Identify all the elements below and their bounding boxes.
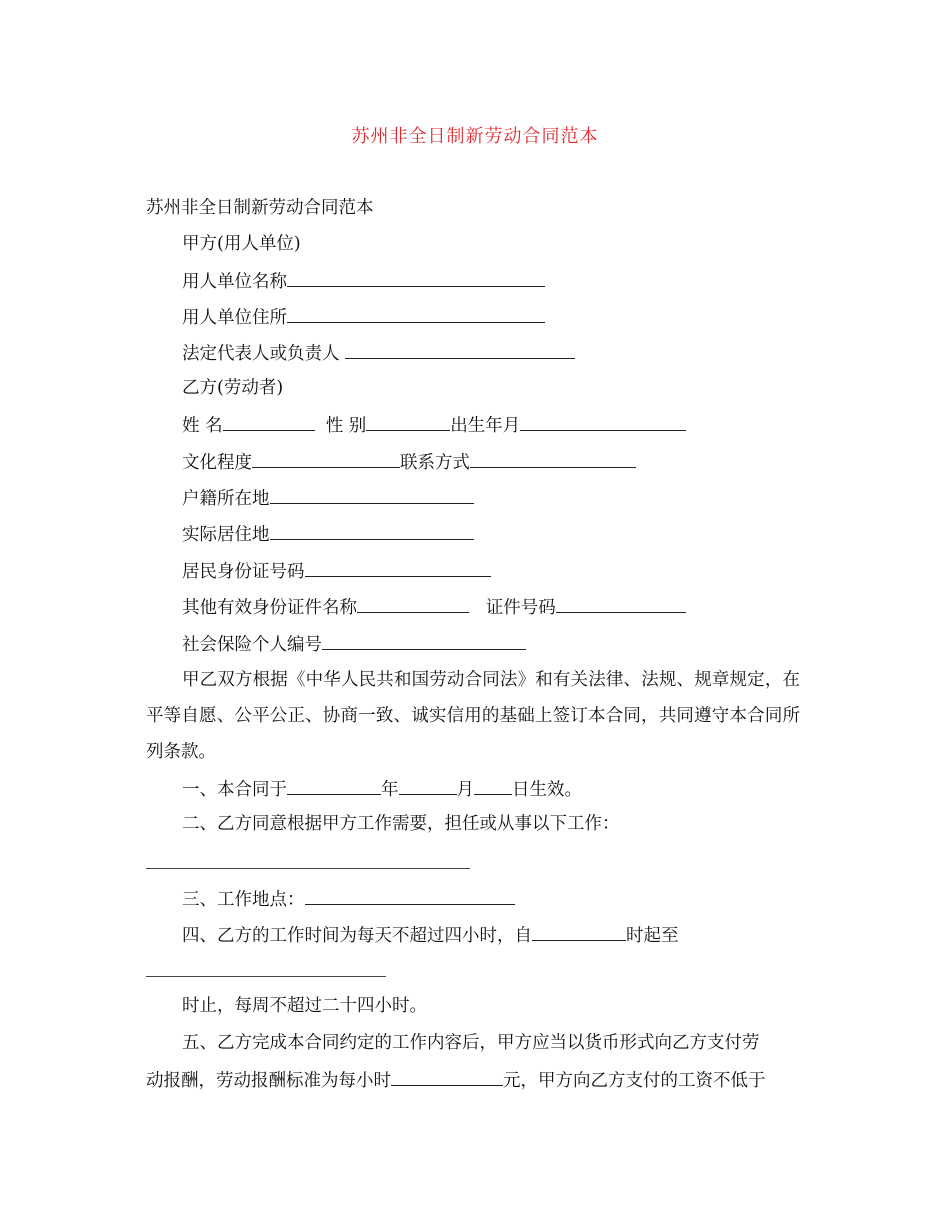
hourly-rate-field[interactable] <box>391 1067 503 1086</box>
job-description-field[interactable] <box>146 868 470 869</box>
other-id-number-label: 证件号码 <box>485 598 556 618</box>
other-id-name-label: 其他有效身份证件名称 <box>182 598 357 618</box>
household-field[interactable] <box>270 485 474 504</box>
legal-rep-row <box>182 340 575 366</box>
residence-row <box>182 521 474 547</box>
clause-4-mid: 时起至 <box>626 926 679 946</box>
name-field[interactable] <box>223 412 315 431</box>
other-id-row <box>182 594 686 620</box>
document-title: 苏州非全日制新劳动合同范本 <box>351 126 599 147</box>
residence-label: 实际居住地 <box>182 525 270 545</box>
personal-info-row <box>182 412 686 438</box>
employer-address-row <box>182 304 545 330</box>
education-row <box>182 449 636 475</box>
preamble-paragraph: 甲乙双方根据《中华人民共和国劳动合同法》和有关法律、法规、规章规定，在平等自愿、公平公正、协商一致、诚实信用的基础上签订本合同，共同遵守本合同所列条款。 <box>146 670 800 762</box>
employer-address-field[interactable] <box>287 304 545 323</box>
work-location-field[interactable] <box>305 886 515 905</box>
employer-name-field[interactable] <box>287 268 545 287</box>
employer-address-label: 用人单位住所 <box>182 308 287 328</box>
residence-field[interactable] <box>270 521 474 540</box>
social-security-field[interactable] <box>322 631 526 650</box>
clause-4 <box>182 922 679 948</box>
start-hour-field[interactable] <box>532 922 626 941</box>
gender-field[interactable] <box>366 412 450 431</box>
other-id-number-field[interactable] <box>556 594 686 613</box>
clause-1-year: 年 <box>381 780 399 800</box>
id-number-field[interactable] <box>305 558 491 577</box>
party-a-label: 甲方(用人单位) <box>182 234 301 254</box>
employer-name-label: 用人单位名称 <box>182 272 287 292</box>
gender-label: 性 别 <box>325 416 367 436</box>
effective-day-field[interactable] <box>474 776 512 795</box>
clause-3-label: 三、工作地点： <box>182 890 305 910</box>
contract-heading: 苏州非全日制新劳动合同范本 <box>146 198 374 218</box>
social-security-row <box>182 631 526 657</box>
other-id-name-field[interactable] <box>357 594 469 613</box>
clause-4-start: 四、乙方的工作时间为每天不超过四小时，自 <box>182 926 532 946</box>
effective-month-field[interactable] <box>399 776 457 795</box>
legal-rep-label: 法定代表人或负责人 <box>182 344 340 364</box>
clause-1 <box>182 776 582 802</box>
birth-label: 出生年月 <box>450 416 521 436</box>
end-hour-field[interactable] <box>146 976 386 977</box>
clause-5-end: 元，甲方向乙方支付的工资不低于 <box>503 1071 766 1091</box>
contact-field[interactable] <box>470 449 636 468</box>
clause-5-start: 动报酬，劳动报酬标准为每小时 <box>146 1071 391 1091</box>
education-label: 文化程度 <box>182 453 252 473</box>
clause-1-start: 一、本合同于 <box>182 780 287 800</box>
birth-field[interactable] <box>520 412 686 431</box>
household-label: 户籍所在地 <box>182 489 270 509</box>
id-number-label: 居民身份证号码 <box>182 562 305 582</box>
employer-name-row <box>182 268 545 294</box>
clause-1-month: 月 <box>456 780 474 800</box>
name-label: 姓 名 <box>182 416 223 436</box>
party-b-label: 乙方(劳动者) <box>182 378 284 398</box>
effective-year-field[interactable] <box>287 776 381 795</box>
clause-5-line-1: 五、乙方完成本合同约定的工作内容后，甲方应当以货币形式向乙方支付劳 <box>182 1033 760 1053</box>
clause-4-end: 时止，每周不超过二十四小时。 <box>182 996 427 1016</box>
social-security-label: 社会保险个人编号 <box>182 635 322 655</box>
clause-2: 二、乙方同意根据甲方工作需要，担任或从事以下工作： <box>182 814 620 834</box>
legal-rep-field[interactable] <box>345 340 575 359</box>
household-row <box>182 485 474 511</box>
contact-label: 联系方式 <box>400 453 470 473</box>
id-number-row <box>182 558 491 584</box>
clause-5-line-2 <box>146 1067 766 1093</box>
clause-1-end: 日生效。 <box>512 780 582 800</box>
clause-3 <box>182 886 515 912</box>
education-field[interactable] <box>252 449 400 468</box>
